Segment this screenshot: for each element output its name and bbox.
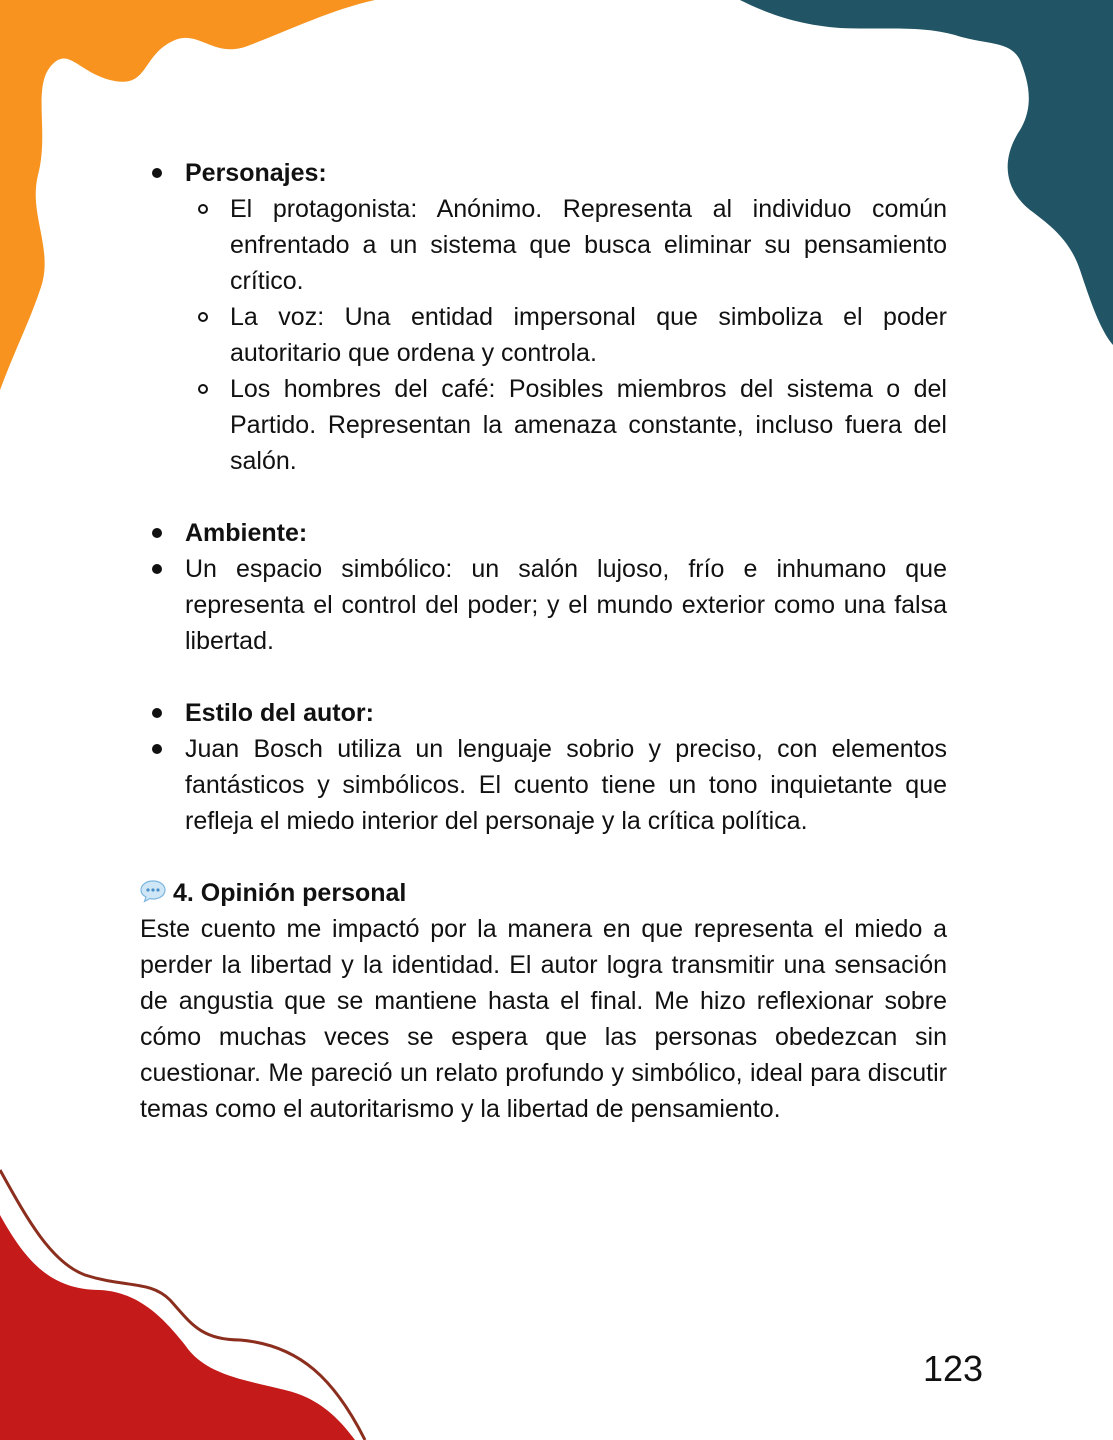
- bullet-icon: [152, 708, 162, 718]
- ambiente-text: Un espacio simbólico: un salón lujoso, frío e inhumano que representa el control del poder; y el mundo exterior como una falsa libertad.: [185, 555, 947, 655]
- opinion-text: Este cuento me impactó por la manera en que representa el miedo a perder la libertad y la identidad. El autor logra transmitir una sensación de angustia que se mantiene hasta el final. Me hizo reflexionar sobre cómo muchas veces se espera que las personas obedezcan sin cuestionar. Me pareció un relato profundo y simbólico, ideal para discutir temas como el autoritarismo y la libertad de pensamiento.: [140, 915, 947, 1123]
- personaje-voz: La voz: Una entidad impersonal que simboliza el poder autoritario que ordena y controla.: [230, 303, 947, 367]
- personajes-heading: Personajes:: [185, 159, 327, 187]
- opinion-heading: 4. Opinión personal: [173, 879, 407, 907]
- list-item: [185, 191, 947, 299]
- estilo-heading: Estilo del autor:: [185, 699, 374, 727]
- personajes-heading-item: [140, 155, 947, 479]
- red-blob-shape: [0, 1215, 355, 1440]
- personajes-list: [140, 155, 947, 479]
- estilo-heading-item: [140, 695, 947, 731]
- hollow-bullet-icon: [198, 204, 208, 214]
- page-number: 123: [923, 1348, 984, 1389]
- estilo-text: Juan Bosch utiliza un lenguaje sobrio y preciso, con elementos fantásticos y simbólicos. El cuento tiene un tono inquietante que refleja el miedo interior del personaje y la crítica política.: [185, 735, 947, 835]
- personaje-hombres-cafe: Los hombres del café: Posibles miembros del sistema o del Partido. Representan la amenaza constante, incluso fuera del salón.: [230, 375, 947, 475]
- estilo-text-item: [140, 731, 947, 839]
- personaje-protagonista: El protagonista: Anónimo. Representa al individuo común enfrentado a un sistema que busca eliminar su pensamiento crítico.: [230, 195, 947, 295]
- ambiente-text-item: [140, 551, 947, 659]
- list-item: [185, 299, 947, 371]
- ambiente-heading-item: [140, 515, 947, 551]
- speech-bubble-icon: [140, 879, 166, 903]
- page-content: [140, 155, 947, 1127]
- list-item: [185, 371, 947, 479]
- estilo-list: [140, 695, 947, 839]
- bullet-icon: [152, 528, 162, 538]
- opinion-heading-row: [140, 875, 947, 911]
- ambiente-list: [140, 515, 947, 659]
- bullet-icon: [152, 564, 162, 574]
- hollow-bullet-icon: [198, 312, 208, 322]
- ambiente-heading: Ambiente:: [185, 519, 308, 547]
- hollow-bullet-icon: [198, 384, 208, 394]
- bullet-icon: [152, 168, 162, 178]
- bullet-icon: [152, 744, 162, 754]
- personajes-sublist: [185, 191, 947, 479]
